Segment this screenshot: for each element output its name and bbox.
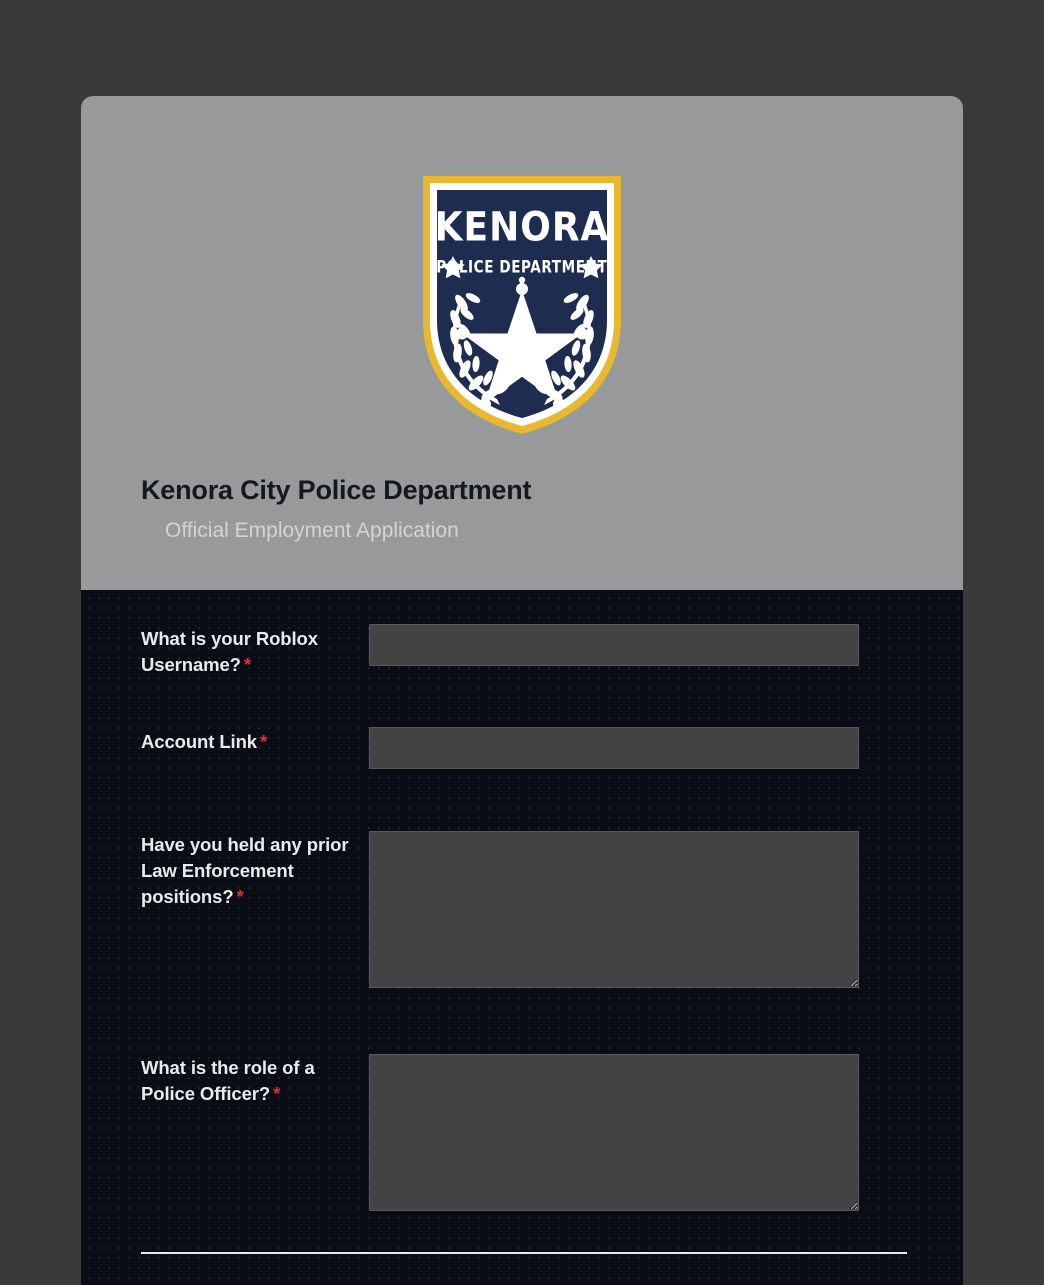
field-label-text: What is your Roblox Username? (141, 628, 318, 675)
field-label-text: Have you held any prior Law Enforcement positions? (141, 834, 349, 907)
field-label-roblox-username (141, 626, 361, 678)
form-body (81, 590, 963, 1285)
page-subtitle: Official Employment Application (165, 519, 459, 542)
field-label-role-of-police-officer (141, 1055, 361, 1107)
field-label-prior-law-enforcement (141, 832, 361, 910)
field-label-account-link (141, 729, 361, 755)
svg-text:POLICE DEPARTMENT: POLICE DEPARTMENT (436, 256, 608, 277)
required-marker: * (273, 1083, 281, 1104)
roblox-username-input[interactable] (369, 624, 859, 666)
prior-law-enforcement-textarea[interactable] (369, 831, 859, 988)
police-shield-badge-icon (417, 170, 627, 440)
field-label-text: What is the role of a Police Officer? (141, 1057, 315, 1104)
page-title: Kenora City Police Department (141, 475, 532, 505)
role-of-police-officer-textarea[interactable] (369, 1054, 859, 1211)
application-card (81, 96, 963, 1285)
field-label-text: Account Link (141, 731, 257, 752)
account-link-input[interactable] (369, 727, 859, 769)
svg-text:KENORA: KENORA (434, 204, 610, 252)
required-marker: * (236, 886, 244, 907)
section-divider (141, 1252, 907, 1254)
required-marker: * (259, 731, 268, 752)
required-marker: * (243, 654, 251, 675)
card-header (81, 96, 963, 590)
